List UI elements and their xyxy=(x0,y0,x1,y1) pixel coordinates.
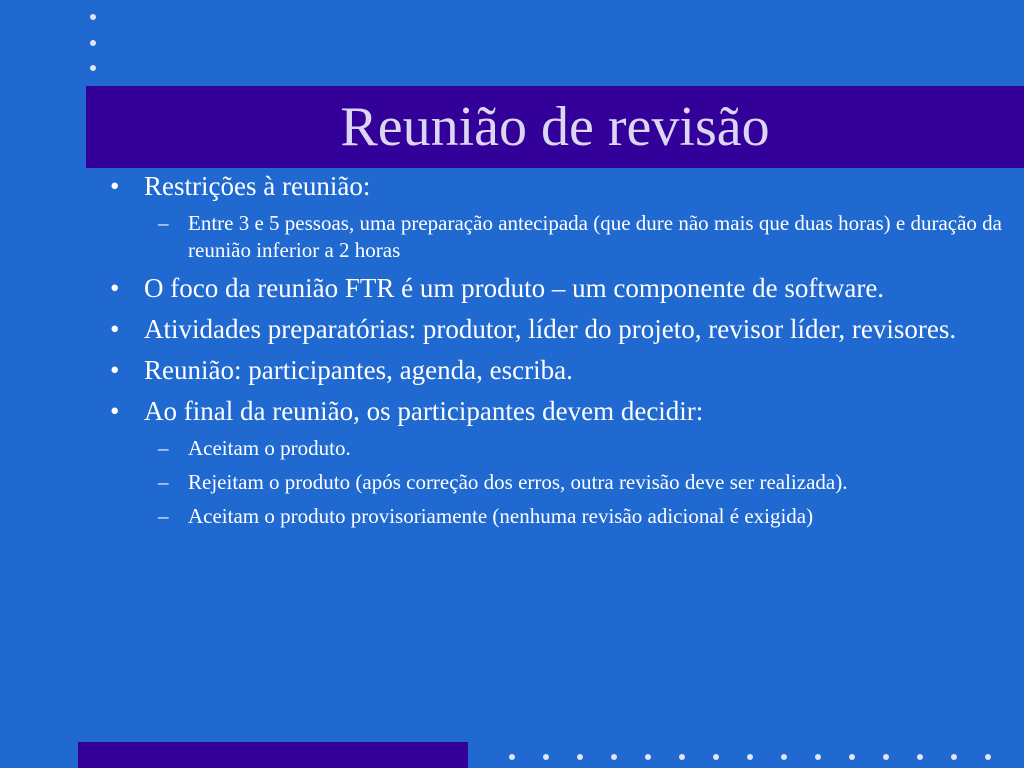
dot xyxy=(781,754,787,760)
dot xyxy=(90,14,96,20)
bullet-text: Atividades preparatórias: produtor, líder do projeto, revisor líder, revisores. xyxy=(144,314,957,344)
bullet-item xyxy=(100,170,1010,203)
dot xyxy=(747,754,753,760)
bullet-item xyxy=(100,395,1010,428)
dot xyxy=(713,754,719,760)
bullet-item xyxy=(100,272,1010,305)
bullet-text: O foco da reunião FTR é um produto – um componente de software. xyxy=(144,273,885,303)
dot xyxy=(577,754,583,760)
dot xyxy=(985,754,991,760)
dot xyxy=(645,754,651,760)
sub-bullet-item xyxy=(100,469,1010,496)
dot xyxy=(815,754,821,760)
dash-marker: – xyxy=(158,504,169,528)
dot xyxy=(509,754,515,760)
dot xyxy=(90,65,96,71)
bottom-accent-bar xyxy=(78,742,468,768)
dash-marker: – xyxy=(158,211,169,235)
dot xyxy=(849,754,855,760)
bullet-item xyxy=(100,354,1010,387)
title-bar xyxy=(86,86,1024,168)
bullet-marker: • xyxy=(110,171,120,201)
sub-bullet-item xyxy=(100,503,1010,530)
bullet-marker: • xyxy=(110,314,120,344)
bullet-marker: • xyxy=(110,273,120,303)
sub-bullet-text: Entre 3 e 5 pessoas, uma preparação antecipada (que dure não mais que duas horas) e duração da reunião inferior a 2 horas xyxy=(188,211,1002,262)
bullet-item xyxy=(100,313,1010,346)
dot xyxy=(543,754,549,760)
dot xyxy=(951,754,957,760)
dot xyxy=(883,754,889,760)
sub-bullet-text: Aceitam o produto. xyxy=(188,436,351,460)
sub-bullet-item xyxy=(100,435,1010,462)
sub-bullet-item xyxy=(100,210,1010,264)
sub-bullet-text: Rejeitam o produto (após correção dos erros, outra revisão deve ser realizada). xyxy=(188,470,848,494)
dot xyxy=(917,754,923,760)
dot xyxy=(611,754,617,760)
slide-content xyxy=(100,170,1010,530)
sub-bullet-text: Aceitam o produto provisoriamente (nenhuma revisão adicional é exigida) xyxy=(188,504,814,528)
bullet-marker: • xyxy=(110,355,120,385)
slide-title: Reunião de revisão xyxy=(340,96,770,158)
bullet-text: Reunião: participantes, agenda, escriba. xyxy=(144,355,573,385)
dash-marker: – xyxy=(158,436,169,460)
bullet-text: Restrições à reunião: xyxy=(144,171,371,201)
bullet-text: Ao final da reunião, os participantes devem decidir: xyxy=(144,396,704,426)
dash-marker: – xyxy=(158,470,169,494)
dot xyxy=(90,40,96,46)
dot xyxy=(679,754,685,760)
bullet-marker: • xyxy=(110,396,120,426)
